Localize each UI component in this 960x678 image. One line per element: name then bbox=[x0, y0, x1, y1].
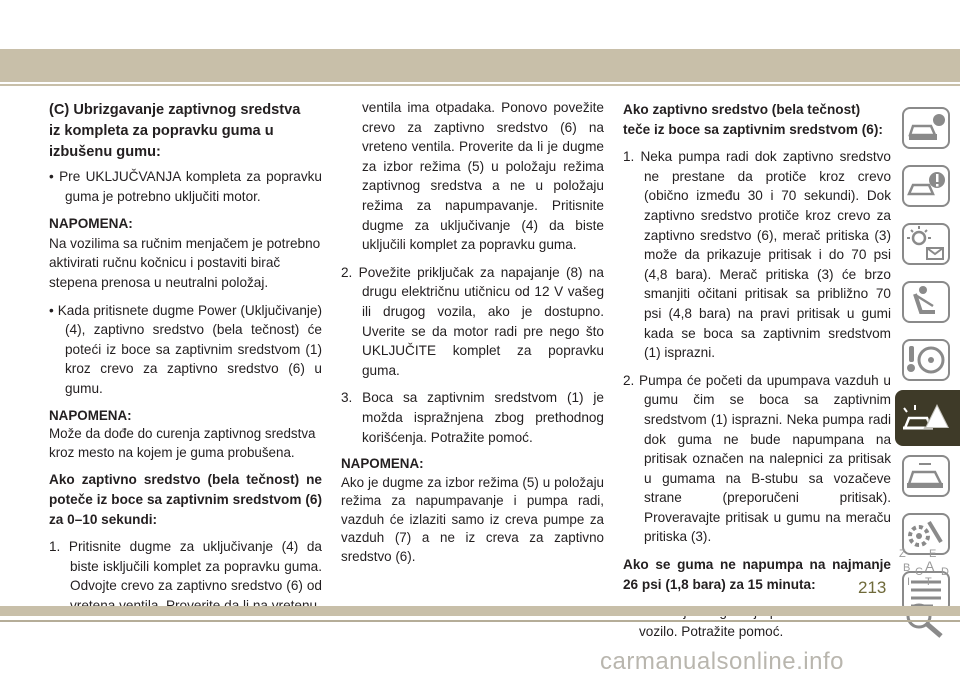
footer-rule bbox=[0, 620, 960, 622]
page-number: 213 bbox=[858, 578, 887, 597]
car-service-icon bbox=[901, 454, 951, 498]
column-right bbox=[623, 100, 891, 649]
tab-safety[interactable] bbox=[895, 274, 960, 330]
light-message-icon bbox=[901, 222, 951, 266]
tab-car-info[interactable] bbox=[895, 100, 960, 156]
section-heading: (C) Ubrizgavanje zaptivnog sredstva iz kompleta za popravku guma u izbušenu gumu: bbox=[49, 102, 301, 160]
letter-z: Z bbox=[899, 548, 906, 560]
tab-warnings[interactable] bbox=[895, 158, 960, 214]
header-rule bbox=[0, 84, 960, 86]
header-band bbox=[0, 49, 960, 82]
tab-in-case-of-emergency[interactable] bbox=[895, 390, 960, 446]
note-text: Na vozilima sa ručnim menjačem je potrebno aktivirati ručnu kočnicu i postaviti birač stepena prenosa u neutralni položaj. bbox=[49, 235, 321, 290]
warning-info-icon bbox=[901, 164, 951, 208]
letter-i: I bbox=[907, 576, 911, 587]
step-1-continued: ventila ima otpadaka. Ponovo povežite crevo za zaptivno sredstvo (6) na vreteno ventila. Proverite da li je dugme za izbor režima (5) u položaju režima zaptivnog sredstva a ne u položaju režima za napumpavanje. Pritisnite dugme za uključivanje (4) da biste uključili komplet za popravku guma. bbox=[362, 100, 604, 253]
condition-subheading: Ako zaptivno sredstvo (bela tečnost) teče iz boce sa zaptivnim sredstvom (6): bbox=[623, 102, 883, 137]
step-2: 2. Povežite priključak za napajanje (8) na drugu električnu utičnicu od 12 V vašeg ili drugog vozila, ako je dostupno. Uverite se da motor radi pre nego što UKLJUČITE komplet za popravku guma. bbox=[341, 264, 604, 378]
bullet-power-button: • Kada pritisnete dugme Power (Uključivanje) (4), zaptivno sredstvo (bela tečnost) će poteći iz boce sa zaptivnim sredstvom (1) kroz crevo za zaptivno sredstvo (6) u gumu. bbox=[49, 302, 322, 396]
step-1: 1. Pritisnite dugme za uključivanje (4) da biste isključili komplet za popravku guma. Odvojte crevo za zaptivno sredstvo (6) od bbox=[49, 539, 322, 594]
tab-index[interactable] bbox=[895, 620, 960, 644]
tab-starting-operating[interactable] bbox=[895, 332, 960, 388]
note-text: Može da dođe do curenja zaptivnog sredstva kroz mesto na kojem je guma probušena. bbox=[49, 426, 316, 460]
note-text: Ako je dugme za izbor režima (5) u položaju režima za napumpavanje i pumpa radi, vazduh će izlaziti samo iz creva pumpe za vazduh (7) a ne iz creva za zaptivno sredstvo (6). bbox=[341, 474, 604, 565]
footer-band bbox=[0, 606, 960, 616]
step-2: 2. Pumpa će početi da upumpava vazduh u gumu čim se boca sa zaptivnim sredstvom (1) isprazni. Neka pumpa radi dok guma ne bude napumpana na pritisak označen na nalepnici za pritisak u gumama na B-stubu sa vozačeve strane (preporučeni pritisak). Proveravajte pritisak u gumu na meraču pritiska (3). bbox=[623, 372, 891, 545]
letter-d: D bbox=[941, 566, 949, 578]
condition-subheading: Ako zaptivno sredstvo (bela tečnost) ne poteče iz boce sa zaptivnim sredstvom (6) za 0–10 sekundi: bbox=[49, 472, 322, 527]
watermark: carmanualsonline.info bbox=[600, 648, 844, 675]
bullet-damage: vozilo. Potražite pomoć. bbox=[639, 623, 784, 639]
tab-servicing[interactable] bbox=[895, 448, 960, 504]
car-info-icon bbox=[901, 106, 951, 150]
letter-t: T bbox=[925, 576, 932, 587]
tab-languages[interactable] bbox=[895, 545, 957, 587]
column-left bbox=[49, 100, 322, 623]
column-middle bbox=[341, 98, 604, 575]
note-title: NAPOMENA: bbox=[49, 216, 133, 232]
letter-c: C bbox=[915, 566, 923, 578]
step-1: 1. Neka pumpa radi dok zaptivno sredstvo ne prestane da protiče kroz crevo (obično između 30 i 70 sekundi). Dok zaptivno sredstvo protiče kroz crevo za zaptivno sredstvo (6), merač pritiska (3) može da prikazuje pritisak i do 70 psi (4,8 bara). Merač pritiska (3) će brzo smanjiti očitani pritisak sa približno 70 psi (4,8 bara) na pravi pritisak u gumi kada se boca sa zaptivnim sredstvom (1) isprazni. bbox=[623, 149, 891, 361]
seat-safety-icon bbox=[901, 280, 951, 324]
condition-subheading: Ako se guma ne napumpa na najmanje 26 psi (1,8 bara) za 15 minuta: bbox=[623, 557, 891, 592]
language-letters-icon bbox=[895, 545, 955, 587]
hazard-car-icon bbox=[901, 396, 951, 440]
letter-e: E bbox=[929, 548, 937, 560]
tab-lights-messages[interactable] bbox=[895, 216, 960, 272]
note-title: NAPOMENA: bbox=[341, 456, 424, 472]
step-3: 3. Boca sa zaptivnim sredstvom (1) je možda ispražnjena zbog prethodnog korišćenja. Potražite pomoć. bbox=[341, 390, 604, 445]
note-title: NAPOMENA: bbox=[49, 407, 132, 423]
letter-b: B bbox=[903, 562, 911, 574]
letter-a: A bbox=[925, 558, 935, 574]
steering-start-icon bbox=[901, 338, 951, 382]
bullet-engine-on: • Pre UKLJUČVANJA kompleta za popravku guma je potrebno uključiti motor. bbox=[49, 169, 322, 204]
